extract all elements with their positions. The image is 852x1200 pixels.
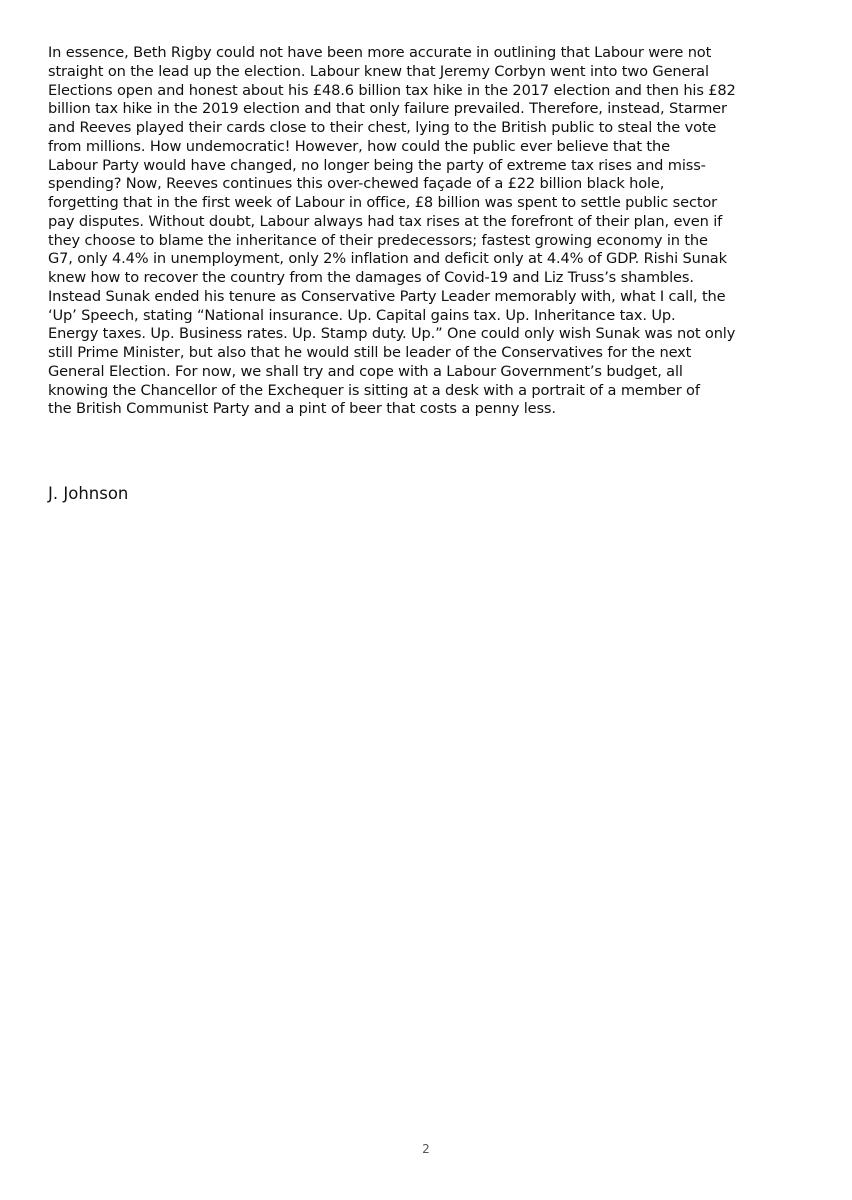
page-number: 2 [422, 1142, 430, 1156]
paragraph-line: billion tax hike in the 2019 election and that only failure prevailed. Therefore, instead, Starmer [48, 100, 727, 118]
paragraph-line: Instead Sunak ended his tenure as Conservative Party Leader memorably with, what I call, the [48, 287, 726, 305]
paragraph-line: In essence, Beth Rigby could not have been more accurate in outlining that Labour were not [48, 44, 712, 61]
paragraph-line: G7, only 4.4% in unemployment, only 2% inflation and deficit only at 4.4% of GDP. Rishi Sunak [48, 250, 727, 268]
paragraph-line: forgetting that in the first week of Labour in office, £8 billion was spent to settle public sector [48, 194, 718, 211]
paragraph-line: and Reeves played their cards close to their chest, lying to the British public to steal the vote [48, 119, 717, 136]
paragraph-line: straight on the lead up the election. Labour knew that Jeremy Corbyn went into two General [48, 62, 709, 80]
paragraph-line: spending? Now, Reeves continues this over-chewed façade of a £22 billion black hole, [48, 175, 665, 193]
paragraph-line: knew how to recover the country from the damages of Covid-19 and Liz Truss’s shambles. [48, 269, 694, 286]
paragraph-line: knowing the Chancellor of the Exchequer is sitting at a desk with a portrait of a member of [48, 381, 700, 399]
author-signature: J. Johnson [48, 484, 129, 503]
paragraph-line: from millions. How undemocratic! However, how could the public ever believe that the [48, 137, 670, 155]
paragraph-line: ‘Up’ Speech, stating “National insurance. Up. Capital gains tax. Up. Inheritance tax. Up. [48, 306, 676, 324]
paragraph-line: they choose to blame the inheritance of their predecessors; fastest growing economy in the [48, 231, 708, 249]
paragraph-line: Elections open and honest about his £48.6 billion tax hike in the 2017 election and then his £82 [48, 81, 736, 99]
paragraph-line: Energy taxes. Up. Business rates. Up. Stamp duty. Up.” One could only wish Sunak was not only [48, 325, 736, 343]
paragraph-line: the British Communist Party and a pint of beer that costs a penny less. [48, 400, 556, 418]
paragraph-line: Labour Party would have changed, no longer being the party of extreme tax rises and miss- [48, 156, 706, 174]
paragraph-line: General Election. For now, we shall try and cope with a Labour Government’s budget, all [48, 362, 683, 380]
body-paragraph [48, 44, 810, 419]
paragraph-line: still Prime Minister, but also that he would still be leader of the Conservatives for the next [48, 344, 692, 361]
paragraph-line: pay disputes. Without doubt, Labour always had tax rises at the forefront of their plan, even if [48, 212, 723, 230]
